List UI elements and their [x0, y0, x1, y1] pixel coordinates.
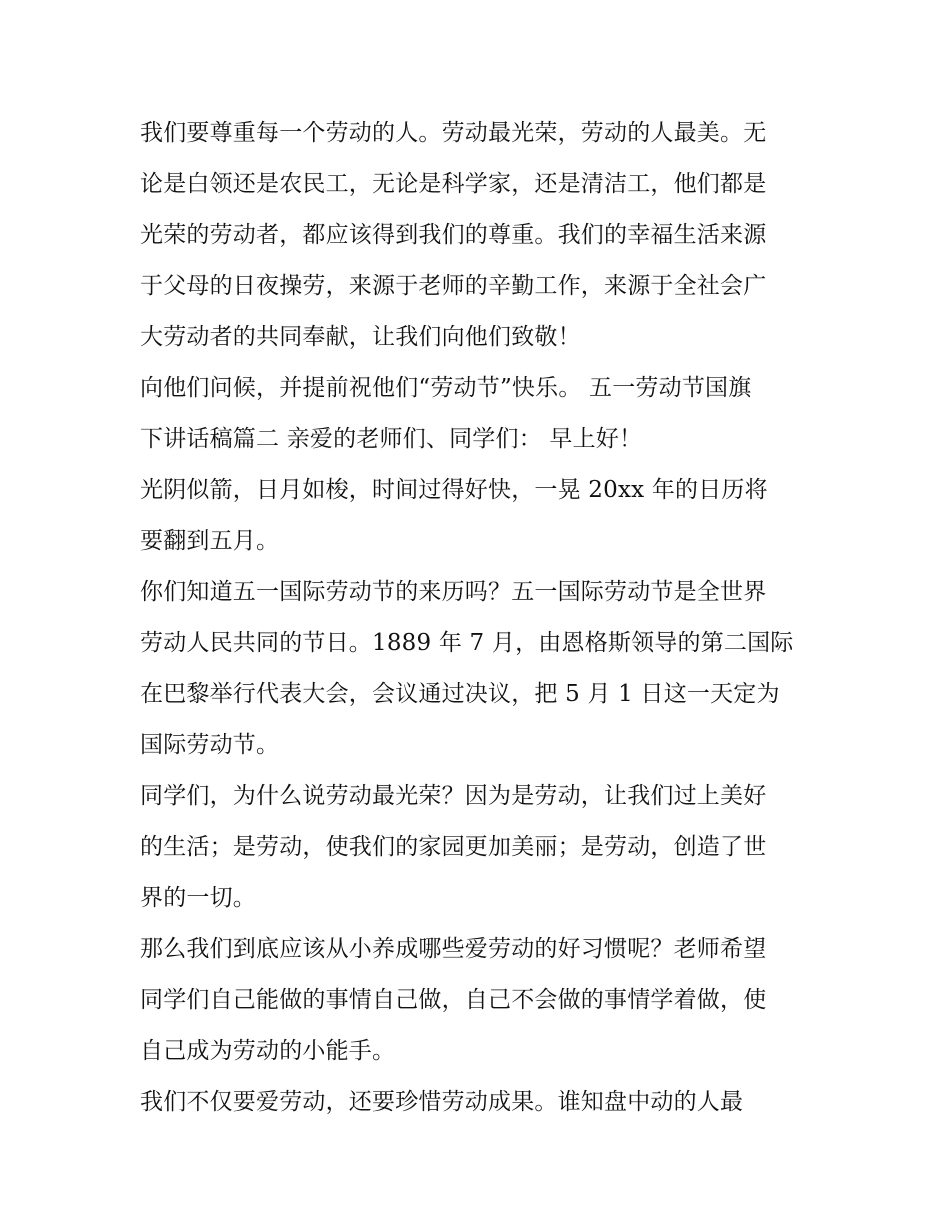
paragraph-3	[140, 465, 816, 567]
text-line: 同学们自己能做的事情自己做，自己不会做的事情学着做，使	[140, 987, 767, 1013]
text-line: 大劳动者的共同奉献，让我们向他们致敬！	[140, 324, 581, 350]
text-line: 于父母的日夜操劳，来源于老师的辛勤工作，来源于全社会广	[140, 273, 767, 299]
text-line: 国际劳动节。	[140, 732, 280, 758]
paragraph-6	[140, 924, 816, 1077]
paragraph-4	[140, 567, 816, 771]
paragraph-2	[140, 363, 816, 465]
paragraph-7	[140, 1077, 816, 1128]
text-line: 在巴黎举行代表大会，会议通过决议，把 5 月 1 日这一天定为	[140, 681, 780, 707]
text-line: 同学们，为什么说劳动最光荣？因为是劳动，让我们过上美好	[140, 783, 767, 809]
text-line: 下讲话稿篇二 亲爱的老师们、同学们： 早上好！	[140, 426, 643, 452]
text-line: 劳动人民共同的节日。1889 年 7 月，由恩格斯领导的第二国际	[140, 630, 794, 656]
text-line: 你们知道五一国际劳动节的来历吗？五一国际劳动节是全世界	[140, 579, 767, 605]
text-line: 论是白领还是农民工，无论是科学家，还是清洁工，他们都是	[140, 171, 767, 197]
document-body	[140, 108, 816, 1128]
paragraph-5	[140, 771, 816, 924]
text-line: 那么我们到底应该从小养成哪些爱劳动的好习惯呢？老师希望	[140, 936, 767, 962]
text-line: 我们要尊重每一个劳动的人。劳动最光荣，劳动的人最美。无	[140, 120, 767, 146]
text-line: 的生活；是劳动，使我们的家园更加美丽；是劳动，创造了世	[140, 834, 767, 860]
text-line: 向他们问候，并提前祝他们“劳动节”快乐。 五一劳动节国旗	[140, 375, 752, 401]
text-line: 光荣的劳动者，都应该得到我们的尊重。我们的幸福生活来源	[140, 222, 767, 248]
text-line: 自己成为劳动的小能手。	[140, 1038, 396, 1064]
paragraph-1	[140, 108, 816, 363]
text-line: 我们不仅要爱劳动，还要珍惜劳动成果。谁知盘中动的人最	[140, 1089, 744, 1115]
text-line: 光阴似箭，日月如梭，时间过得好快，一晃 20xx 年的日历将	[140, 477, 768, 503]
text-line: 要翻到五月。	[140, 528, 280, 554]
text-line: 界的一切。	[140, 885, 256, 911]
